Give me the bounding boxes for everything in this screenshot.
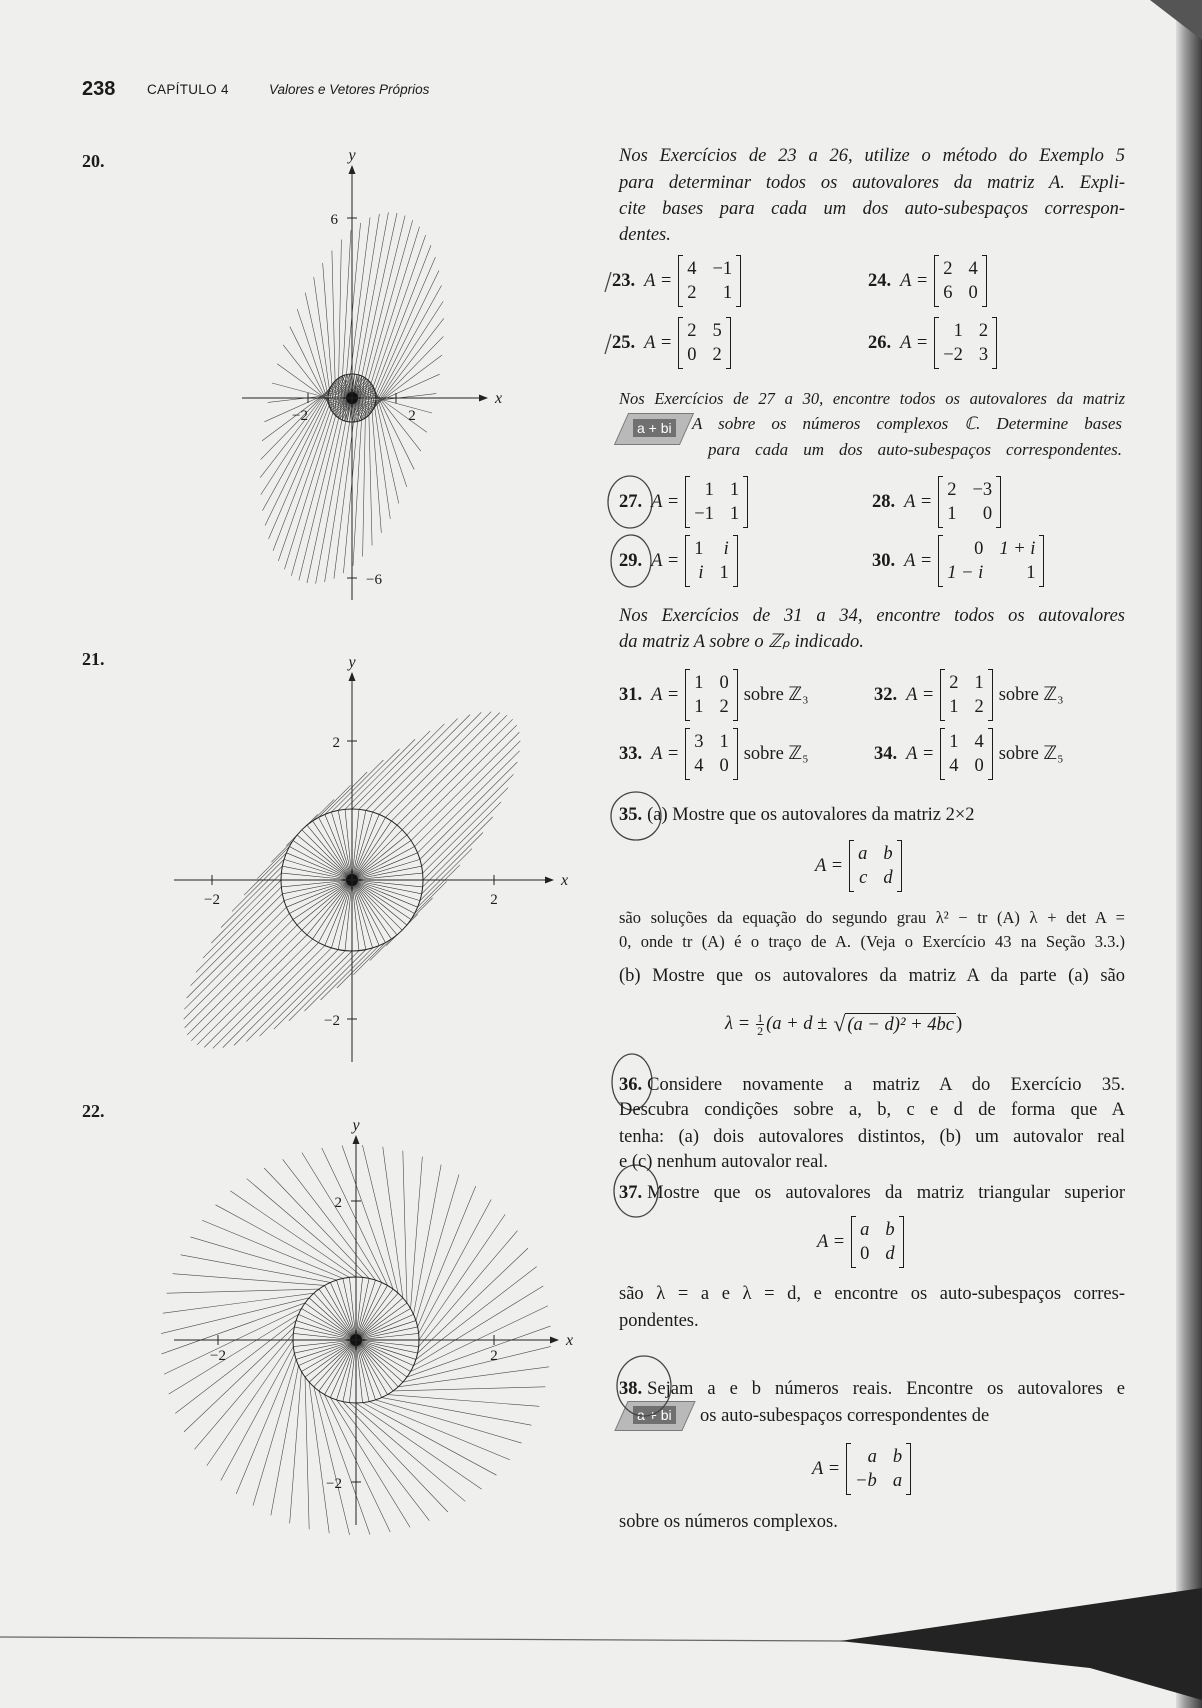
matrix (678, 317, 731, 369)
instruction-line (619, 387, 1125, 411)
scan-corner (1150, 0, 1202, 40)
exercise-36-text (619, 1073, 1125, 1097)
exercise-35-text (619, 906, 1125, 930)
matrix-cell: a (858, 844, 868, 864)
y-tick-label: 6 (330, 212, 338, 228)
matrix-cell: 0 (719, 673, 729, 693)
line-text: (a) Mostre que os autovalores da matriz 2×2 (647, 805, 975, 825)
matrix-cell: c (859, 868, 868, 888)
matrix-cell: 0 (974, 539, 984, 559)
field-label: sobre ℤ₃ (743, 685, 809, 705)
matrix-entries (939, 317, 992, 369)
matrix-cell: 1 (719, 732, 729, 752)
matrix-cell: 2 (949, 673, 959, 693)
matrix (685, 476, 748, 528)
right-bracket (897, 840, 902, 892)
matrix-entries (851, 1443, 906, 1495)
matrix-cell: 4 (974, 732, 984, 752)
line-text: Descubra condições sobre a, b, c e d de forma que A (619, 1100, 1125, 1120)
matrix-cell: 1 (704, 480, 714, 500)
exercise-37-text (619, 1309, 699, 1333)
matrix-cell: 2 (687, 283, 697, 303)
line-text: para cada um dos auto-subespaços correspondentes. (708, 440, 1122, 459)
matrix-cell: a (867, 1447, 877, 1467)
exercise-36-text (619, 1125, 1125, 1149)
matrix-cell: 3 (978, 345, 989, 365)
exercise-number: 25. (612, 332, 636, 353)
exercise-29 (619, 534, 738, 588)
matrix-cell: i (723, 539, 729, 559)
chapter-label: CAPÍTULO 4 (147, 82, 229, 97)
field-label: sobre ℤ₅ (998, 744, 1064, 764)
matrix-cell: b (885, 1220, 895, 1240)
matrix-cell: 1 (947, 504, 957, 524)
matrix-cell: 0 (719, 756, 729, 776)
matrix-lhs: A = (651, 684, 680, 705)
y-axis-label: y (352, 1117, 360, 1134)
exercise-number: 35. (619, 805, 643, 825)
matrix-cell: 1 (694, 697, 704, 717)
matrix-entries (690, 728, 733, 780)
exercise-number: 28. (872, 491, 896, 512)
right-bracket (733, 535, 738, 587)
matrix-entries (683, 255, 736, 307)
exercise-24 (868, 254, 987, 308)
matrix-cell: 2 (943, 259, 953, 279)
matrix (678, 255, 741, 307)
matrix-cell: 0 (982, 504, 993, 524)
matrix-lhs: A = (900, 332, 929, 353)
exercise-28 (872, 475, 1001, 529)
exercise-25 (612, 316, 731, 370)
exercise-27 (619, 475, 748, 529)
right-bracket (996, 476, 1001, 528)
matrix-cell: 4 (949, 756, 959, 776)
line-text: são λ = a e λ = d, e encontre os auto-subespaços corres- (619, 1284, 1125, 1304)
matrix-cell: 1 (729, 504, 740, 524)
matrix-cell: a (892, 1471, 903, 1491)
exercise-38-text (700, 1404, 989, 1428)
matrix-cell: 5 (712, 321, 722, 341)
matrix-cell: 0 (968, 283, 978, 303)
matrix-cell: 1 (722, 283, 733, 303)
matrix-lhs: A = (644, 270, 673, 291)
exercise-31 (619, 668, 809, 722)
badge-label: a + bi (633, 419, 676, 437)
matrix-entries (690, 476, 743, 528)
matrix-lhs: A = (904, 550, 933, 571)
figure-label-20: 20. (82, 151, 105, 171)
matrix-lhs: A = (900, 270, 929, 291)
x-tick-label: 2 (490, 1348, 498, 1364)
right-bracket (988, 669, 993, 721)
right-bracket (906, 1443, 911, 1495)
instruction-line (619, 197, 1125, 221)
matrix-lhs: A = (817, 1231, 846, 1252)
exercise-35-text (619, 964, 1125, 988)
matrix-cell: 2 (947, 480, 957, 500)
matrix-cell: 1 (953, 321, 963, 341)
instruction-line (619, 171, 1125, 195)
pen-mark (605, 334, 611, 354)
x-tick-label: −2 (210, 1348, 226, 1364)
exercise-number: 24. (868, 270, 892, 291)
matrix-cell: −b (855, 1471, 877, 1491)
right-bracket (736, 255, 741, 307)
field-label: sobre ℤ₅ (743, 744, 809, 764)
line-text: tenha: (a) dois autovalores distintos, (b) um autovalor real (619, 1127, 1125, 1147)
scan-shadow (840, 1588, 1202, 1700)
matrix-entries (939, 255, 982, 307)
exercise-number: 32. (874, 684, 898, 705)
matrix-entries (945, 728, 988, 780)
matrix-lhs: A = (651, 550, 680, 571)
line-text: Considere novamente a matriz A do Exercício 35. (647, 1075, 1125, 1095)
matrix-lhs: A = (906, 743, 935, 764)
instruction-line (708, 438, 1122, 462)
exercise-number: 37. (619, 1183, 643, 1203)
matrix (940, 728, 993, 780)
exercise-35-text (619, 803, 975, 827)
matrix-cell: 1 (949, 697, 959, 717)
exercise-38-text (619, 1377, 1125, 1401)
matrix-cell: 3 (694, 732, 704, 752)
fraction-numerator: 1 (757, 1010, 764, 1025)
line-text: da matriz A sobre o ℤₚ indicado. (619, 632, 864, 652)
right-bracket (1039, 535, 1044, 587)
field-label: sobre ℤ₃ (998, 685, 1064, 705)
exercise-37-text (619, 1282, 1125, 1306)
x-tick-label: −2 (292, 408, 308, 424)
exercise-35-text (619, 930, 1125, 954)
right-bracket (743, 476, 748, 528)
exercise-37-text (619, 1181, 1125, 1205)
exercise-number: 33. (619, 743, 643, 764)
matrix-cell: 1 (719, 563, 729, 583)
matrix-entries (856, 1216, 899, 1268)
pen-mark (605, 272, 611, 292)
exercise-26 (868, 316, 997, 370)
line-text: sobre os números complexos. (619, 1512, 838, 1532)
line-text: 0, onde tr (A) é o traço de A. (Veja o Exercício 43 na Seção 3.3.) (619, 932, 1125, 951)
line-text: A sobre os números complexos ℂ. Determine bases (692, 414, 1122, 433)
matrix (934, 255, 987, 307)
matrix-cell: 1 (694, 673, 704, 693)
exercise-number: 29. (619, 550, 643, 571)
exercise-number: 34. (874, 743, 898, 764)
formula-radicand: (a − d)² + 4bc (847, 1014, 954, 1035)
right-bracket (988, 728, 993, 780)
y-axis-label: y (348, 147, 356, 164)
matrix (938, 476, 1001, 528)
matrix-cell: 1 (974, 673, 984, 693)
matrix (940, 669, 993, 721)
page-number: 238 (82, 78, 116, 100)
matrix-cell: 2 (687, 321, 697, 341)
exercise-35-matrix (815, 839, 902, 893)
matrix-cell: 1 − i (947, 563, 984, 583)
matrix-lhs: A = (904, 491, 933, 512)
square-root-sign: √ (833, 1011, 846, 1036)
x-tick-label: 2 (408, 408, 416, 424)
exercise-30 (872, 534, 1044, 588)
right-bracket (982, 255, 987, 307)
matrix-cell: 4 (968, 259, 978, 279)
matrix (934, 317, 997, 369)
matrix-entries (943, 476, 996, 528)
y-tick-label: −2 (326, 1476, 342, 1492)
exercise-23 (612, 254, 741, 308)
matrix-cell: 0 (974, 756, 984, 776)
matrix-cell: 1 (1026, 563, 1036, 583)
right-bracket (726, 317, 731, 369)
line-text: para determinar todos os autovalores da matriz A. Expli- (619, 173, 1125, 193)
matrix-cell: −1 (712, 259, 733, 279)
matrix-lhs: A = (815, 855, 844, 876)
matrix-cell: d (883, 868, 893, 888)
exercise-number: 26. (868, 332, 892, 353)
exercise-number: 31. (619, 684, 643, 705)
exercise-32 (874, 668, 1064, 722)
formula-open: (a + d ± (766, 1013, 828, 1034)
exercise-38-text (619, 1510, 838, 1534)
line-text: (b) Mostre que os autovalores da matriz A da parte (a) são (619, 966, 1125, 986)
matrix-cell: 4 (694, 756, 704, 776)
matrix-entries (690, 535, 733, 587)
matrix (849, 840, 902, 892)
instruction-line (692, 412, 1122, 436)
exercise-38-matrix (812, 1442, 911, 1496)
matrix-cell: b (892, 1447, 903, 1467)
instruction-line (619, 223, 671, 247)
y-tick-label: 2 (334, 1195, 342, 1211)
matrix-entries (690, 669, 733, 721)
x-tick-label: −2 (204, 892, 220, 908)
line-text: os auto-subespaços correspondentes de (700, 1406, 990, 1426)
matrix-cell: d (885, 1244, 895, 1264)
right-bracket (733, 669, 738, 721)
matrix-lhs: A = (906, 684, 935, 705)
exercise-number: 36. (619, 1075, 643, 1095)
right-bracket (899, 1216, 904, 1268)
line-text: dentes. (619, 225, 671, 245)
y-tick-label: 2 (332, 735, 340, 751)
matrix-lhs: A = (651, 491, 680, 512)
matrix-cell: −2 (943, 345, 963, 365)
figure-label-21: 21. (82, 649, 105, 669)
matrix-cell: 2 (712, 345, 722, 365)
formula-close: ) (955, 1013, 963, 1034)
matrix-lhs: A = (644, 332, 673, 353)
matrix-cell: 1 (729, 480, 740, 500)
matrix (846, 1443, 911, 1495)
formula-lhs: λ = (725, 1013, 751, 1034)
matrix-cell: 1 + i (999, 539, 1036, 559)
matrix (685, 728, 738, 780)
exercise-36-text (619, 1150, 828, 1174)
right-bracket (992, 317, 997, 369)
scan-line (0, 1637, 845, 1641)
instruction-line (619, 604, 1125, 628)
matrix-entries (945, 669, 988, 721)
exercise-34 (874, 727, 1064, 781)
matrix-entries (683, 317, 726, 369)
matrix-entries (854, 840, 897, 892)
badge-label: a + bi (633, 1406, 676, 1424)
matrix-cell: i (698, 563, 704, 583)
matrix-entries (943, 535, 1039, 587)
matrix-cell: 2 (978, 321, 989, 341)
y-tick-label: −6 (366, 572, 382, 588)
line-text: e (c) nenhum autovalor real. (619, 1152, 829, 1172)
exercise-33 (619, 727, 809, 781)
exercise-37-matrix (817, 1215, 904, 1269)
matrix-cell: 4 (687, 259, 697, 279)
x-axis-label: x (566, 1332, 574, 1349)
exercise-number: 38. (619, 1379, 643, 1399)
fraction-denominator: 2 (757, 1023, 764, 1038)
matrix (851, 1216, 904, 1268)
matrix-cell: 0 (860, 1244, 870, 1264)
matrix-lhs: A = (651, 743, 680, 764)
exercise-number: 30. (872, 550, 896, 571)
line-text: são soluções da equação do segundo grau λ² − tr (A) λ + det A = (619, 908, 1125, 927)
instruction-line (619, 630, 864, 654)
y-tick-label: −2 (324, 1013, 340, 1029)
chapter-title: Valores e Vetores Próprios (269, 82, 430, 97)
matrix-cell: 0 (687, 345, 697, 365)
matrix (685, 535, 738, 587)
figure-label-22: 22. (82, 1101, 105, 1121)
matrix-cell: −3 (972, 480, 993, 500)
matrix-cell: 6 (943, 283, 953, 303)
matrix-cell: −1 (694, 504, 714, 524)
exercise-number: 27. (619, 491, 643, 512)
matrix-cell: 2 (974, 697, 984, 717)
matrix-cell: a (860, 1220, 870, 1240)
matrix-lhs: A = (812, 1458, 841, 1479)
right-bracket (733, 728, 738, 780)
x-axis-label: x (495, 390, 503, 407)
y-axis-label: y (348, 654, 356, 671)
line-text: Nos Exercícios de 27 a 30, encontre todos os autovalores da matriz (619, 389, 1125, 408)
line-text: Sejam a e b números reais. Encontre os autovalores e (647, 1379, 1125, 1399)
line-text: Mostre que os autovalores da matriz triangular superior (647, 1183, 1125, 1203)
matrix (685, 669, 738, 721)
line-text: Nos Exercícios de 31 a 34, encontre todos os autovalores (619, 606, 1125, 626)
line-text: Nos Exercícios de 23 a 26, utilize o método do Exemplo 5 (619, 146, 1125, 166)
exercise-36-text (619, 1098, 1125, 1122)
matrix-cell: 1 (949, 732, 959, 752)
instruction-line (619, 144, 1125, 168)
matrix-cell: b (883, 844, 893, 864)
line-text: cite bases para cada um dos auto-subespaços correspon- (619, 199, 1125, 219)
line-text: pondentes. (619, 1311, 699, 1331)
matrix-cell: 2 (719, 697, 729, 717)
exercise-number: 23. (612, 270, 636, 291)
matrix (938, 535, 1044, 587)
x-axis-label: x (561, 872, 569, 889)
matrix-cell: 1 (694, 539, 704, 559)
x-tick-label: 2 (490, 892, 498, 908)
